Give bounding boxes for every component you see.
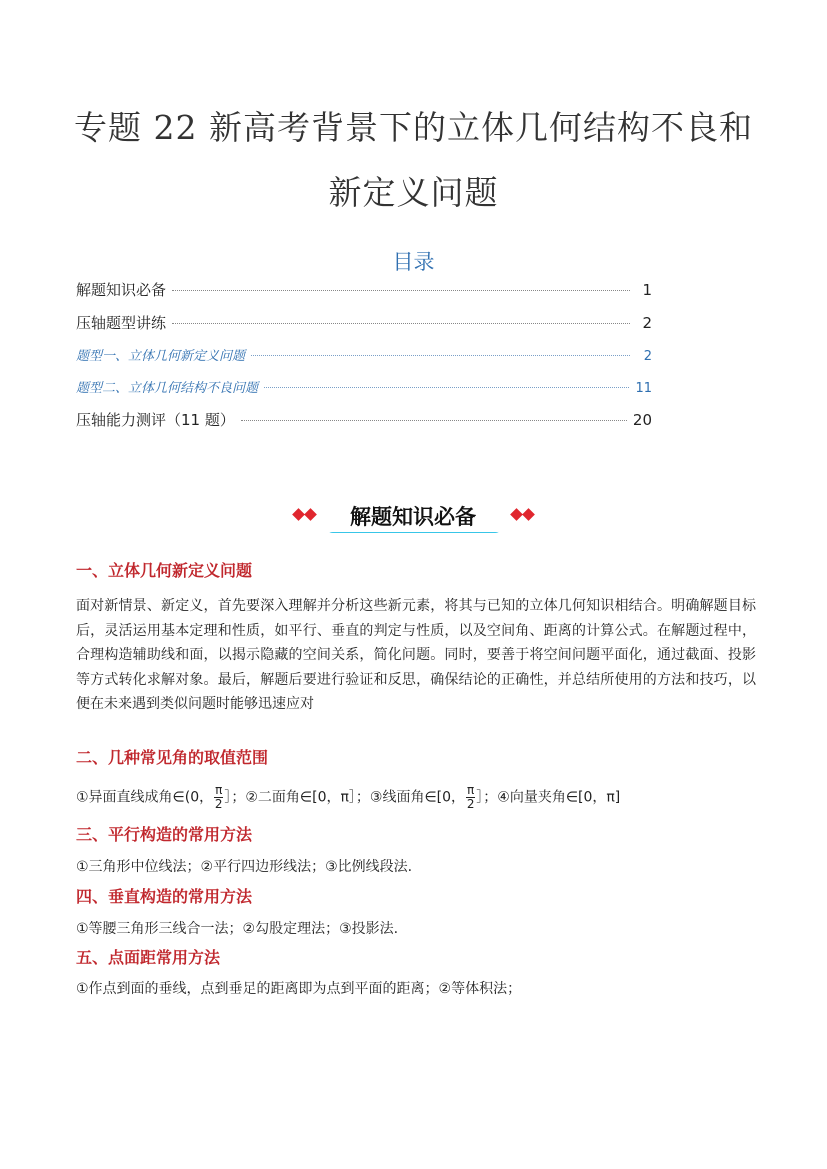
diamond-icon: [292, 508, 305, 521]
angle-ranges-line: [76, 784, 620, 811]
toc-item-page: 2: [643, 349, 652, 364]
toc-item-page: 2: [642, 314, 652, 332]
toc-item-label: 题型二、立体几何结构不良问题: [76, 381, 259, 396]
toc-leader-dots: [264, 387, 629, 388]
toc-leader-dots: [241, 420, 627, 421]
toc-leader-dots: [172, 323, 630, 324]
angle-range-text: ］；②二面角∈[0，π］；③线面角∈[0，: [224, 789, 466, 806]
diamond-icon: [510, 508, 523, 521]
toc-item[interactable]: [76, 409, 652, 431]
document-title-line-2: 新定义问题: [328, 173, 499, 212]
toc-item-label: 题型一、立体几何新定义问题: [76, 349, 246, 364]
diamond-icon: [522, 508, 535, 521]
toc-leader-dots: [251, 355, 630, 356]
section-banner: [0, 500, 827, 540]
section-5-body: ①作点到面的垂线，点到垂足的距离即为点到平面的距离；②等体积法；: [76, 981, 522, 997]
toc-item-page: 20: [632, 411, 652, 429]
toc-item[interactable]: [76, 279, 652, 301]
toc-item-label: 压轴题型讲练: [76, 314, 167, 332]
angle-range-text: ］；④向量夹角∈[0，π]: [476, 789, 621, 806]
toc-sub-item[interactable]: [76, 345, 652, 367]
document-title-line-1: 专题 22 新高考背景下的立体几何结构不良和: [74, 108, 753, 147]
toc-heading: 目录: [392, 250, 435, 274]
section-3-body: ①三角形中位线法；②平行四边形线法；③比例线段法.: [76, 859, 413, 875]
section-1-body: 面对新情景、新定义，首先要深入理解并分析这些新元素，将其与已知的立体几何知识相结合。明确解题目标后，灵活运用基本定理和性质，如平行、垂直的判定与性质，以及空间角、距离的计算公式。在解题过程中，合理构造辅助线和面，以揭示隐藏的空间关系，简化问题。同时，要善于将空间问题平面化，通过截面、投影等方式转化求解对象。最后，解题后要进行验证和反思，确保结论的正确性，并总结所使用的方法和技巧，以便在未来遇到类似问题时能够迅速应对: [76, 598, 756, 712]
banner-title: 解题知识必备: [322, 502, 504, 532]
section-heading-4: 四、垂直构造的常用方法: [76, 887, 253, 906]
diamond-icon: [304, 508, 317, 521]
section-heading-1: 一、立体几何新定义问题: [76, 561, 253, 580]
toc-item-label: 压轴能力测评（11 题）: [76, 411, 235, 429]
toc-item-page: 11: [635, 381, 652, 396]
section-heading-5: 五、点面距常用方法: [76, 948, 221, 967]
fraction: $\frac{\pi}{2}$: [466, 783, 475, 811]
toc-item[interactable]: [76, 312, 652, 334]
toc-item-label: 解题知识必备: [76, 281, 167, 299]
fraction: $\frac{\pi}{2}$: [214, 783, 223, 811]
angle-range-text: ①异面直线成角∈(0，: [76, 789, 214, 806]
toc-leader-dots: [172, 290, 630, 291]
section-heading-3: 三、平行构造的常用方法: [76, 825, 253, 844]
section-4-body: ①等腰三角形三线合一法；②勾股定理法；③投影法.: [76, 921, 399, 937]
section-heading-2: 二、几种常见角的取值范围: [76, 748, 269, 767]
toc-sub-item[interactable]: [76, 377, 652, 399]
toc-item-page: 1: [642, 281, 652, 299]
